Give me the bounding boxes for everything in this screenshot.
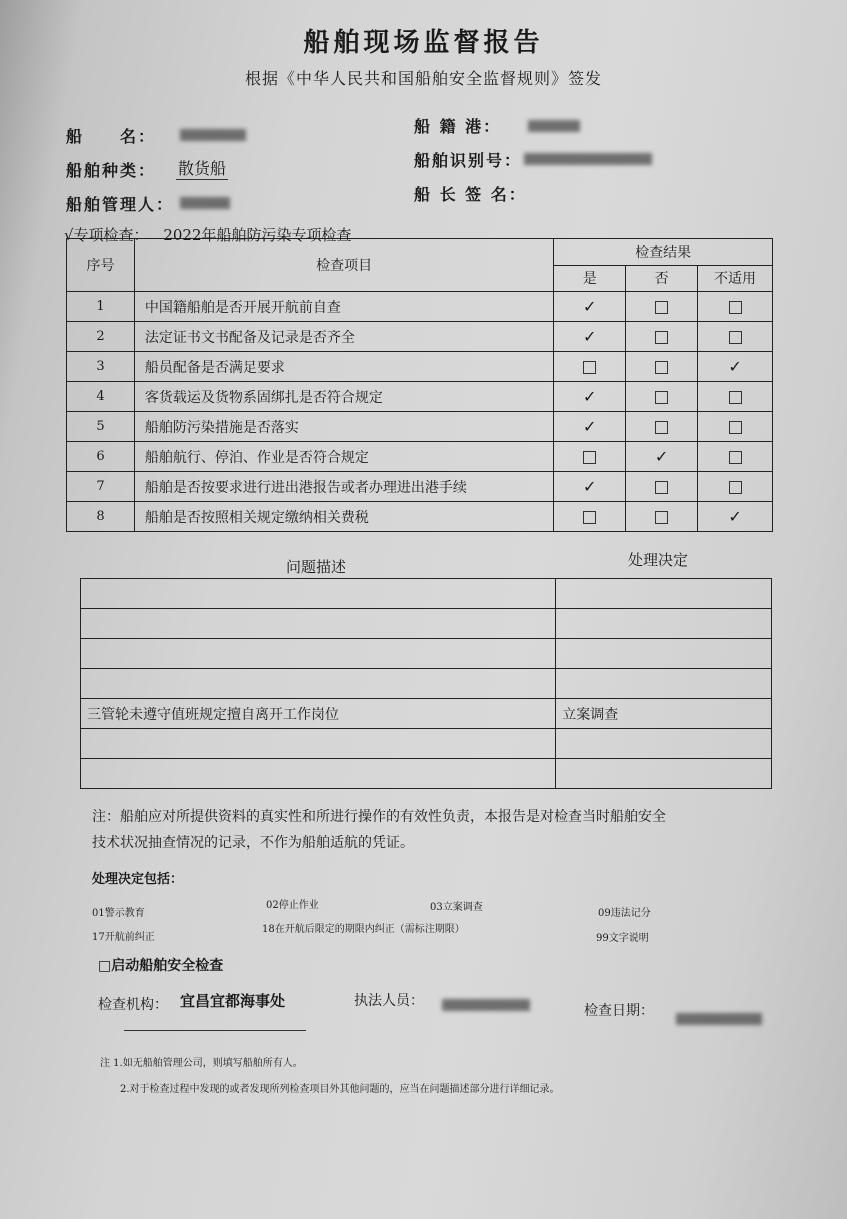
table-row — [67, 322, 773, 352]
result-no-cell — [626, 502, 698, 532]
empty-checkbox-icon — [655, 301, 668, 314]
result-no-cell — [626, 442, 698, 472]
ship-name-redacted — [180, 126, 246, 145]
date-label: 检查日期： — [584, 1003, 654, 1019]
result-yes-cell — [554, 412, 626, 442]
empty-checkbox-icon — [729, 421, 742, 434]
col-header-item: 检查项目 — [134, 239, 553, 292]
inspection-item: 船舶是否按要求进行进出港报告或者办理进出港手续 — [134, 472, 553, 502]
checkmark-icon: ✓ — [728, 507, 742, 526]
table-row — [67, 502, 773, 532]
table-row — [67, 472, 773, 502]
result-yes-cell — [554, 322, 626, 352]
decision-code-99: 99文字说明 — [596, 933, 649, 944]
decision-code-09: 09违法记分 — [598, 908, 651, 919]
empty-checkbox-icon — [583, 511, 596, 524]
inspection-item: 中国籍船舶是否开展开航前自查 — [134, 292, 553, 322]
empty-checkbox-icon — [729, 331, 742, 344]
col-header-no: 序号 — [67, 239, 135, 292]
decisions-heading: 处理决定包括： — [92, 872, 184, 887]
checkmark-icon: ✓ — [728, 357, 742, 376]
empty-checkbox-icon — [729, 301, 742, 314]
id-label: 船舶识别号： — [414, 151, 523, 170]
col-header-no-result: 否 — [626, 265, 698, 292]
row-number: 7 — [67, 472, 135, 502]
inspection-item: 船员配备是否满足要求 — [134, 352, 553, 382]
inspection-item: 法定证书文书配备及记录是否齐全 — [134, 322, 553, 352]
row-number: 2 — [67, 322, 135, 352]
footnote-1: 注 1.如无船舶管理公司，则填写船舶所有人。 — [100, 1058, 303, 1069]
decision-code-01: 01警示教育 — [92, 908, 145, 919]
empty-checkbox-icon — [583, 451, 596, 464]
officer-redacted — [442, 996, 530, 1015]
decision-code-02: 02停止作业 — [266, 900, 319, 911]
result-yes-cell — [554, 502, 626, 532]
checkmark-icon: ✓ — [583, 417, 597, 436]
col-header-yes: 是 — [554, 265, 626, 292]
col-header-result: 检查结果 — [554, 239, 773, 266]
inspection-item: 客货载运及货物系固绑扎是否符合规定 — [134, 382, 553, 412]
special-check-value: 2022年船舶防污染专项检查 — [163, 226, 352, 244]
manager-redacted — [180, 194, 230, 213]
table-row — [81, 699, 772, 729]
checkmark-icon: ✓ — [583, 327, 597, 346]
table-row — [81, 579, 772, 609]
result-no-cell — [626, 382, 698, 412]
empty-checkbox-icon — [655, 331, 668, 344]
empty-checkbox-icon — [655, 481, 668, 494]
inspection-item: 船舶是否按照相关规定缴纳相关费税 — [134, 502, 553, 532]
result-na-cell — [698, 442, 773, 472]
result-na-cell — [698, 502, 773, 532]
special-check-label: √专项检查： — [64, 226, 149, 244]
table-row — [81, 759, 772, 789]
result-no-cell — [626, 472, 698, 502]
note-line-2: 技术状况抽查情况的记录，不作为船舶适航的凭证。 — [92, 835, 414, 851]
empty-checkbox-icon — [729, 391, 742, 404]
result-yes-cell — [554, 442, 626, 472]
table-row — [81, 639, 772, 669]
result-na-cell — [698, 412, 773, 442]
empty-checkbox-icon — [655, 391, 668, 404]
org-label: 检查机构： — [98, 997, 168, 1013]
problem-table — [80, 578, 772, 789]
signature-line — [124, 1030, 306, 1031]
row-number: 4 — [67, 382, 135, 412]
empty-checkbox-icon — [729, 481, 742, 494]
result-no-cell — [626, 322, 698, 352]
problem-decision-cell: 立案调查 — [556, 699, 772, 729]
checkmark-icon: ✓ — [583, 297, 597, 316]
empty-checkbox-icon — [729, 451, 742, 464]
problem-desc-heading: 问题描述 — [286, 558, 347, 576]
officer-label: 执法人员： — [354, 993, 424, 1009]
table-row — [67, 352, 773, 382]
result-yes-cell — [554, 472, 626, 502]
decision-code-03: 03立案调查 — [430, 902, 483, 913]
result-na-cell — [698, 352, 773, 382]
ship-type-value: 散货船 — [176, 156, 228, 180]
result-yes-cell — [554, 352, 626, 382]
table-row — [67, 292, 773, 322]
checkmark-icon: ✓ — [654, 447, 669, 466]
empty-checkbox-icon — [655, 421, 668, 434]
result-yes-cell — [554, 292, 626, 322]
manager-label: 船舶管理人： — [66, 195, 175, 214]
checkmark-icon: ✓ — [583, 387, 597, 406]
table-row — [67, 442, 773, 472]
ship-type-label: 船舶种类： — [66, 161, 157, 180]
page-subtitle: 根据《中华人民共和国船舶安全监督规则》签发 — [244, 69, 602, 88]
inspection-item: 船舶航行、停泊、作业是否符合规定 — [134, 442, 553, 472]
table-row — [67, 382, 773, 412]
problem-desc-cell: 三管轮未遵守值班规定擅自离开工作岗位 — [81, 699, 556, 729]
captain-label: 船 长 签 名： — [414, 185, 527, 204]
col-header-na: 不适用 — [698, 265, 773, 292]
table-row — [67, 412, 773, 442]
result-no-cell — [626, 292, 698, 322]
empty-checkbox-icon — [583, 361, 596, 374]
row-number: 6 — [67, 442, 135, 472]
id-redacted — [524, 150, 652, 169]
checkmark-icon: ✓ — [583, 477, 597, 496]
inspection-item: 船舶防污染措施是否落实 — [134, 412, 553, 442]
row-number: 8 — [67, 502, 135, 532]
decision-code-18: 18在开航后限定的期限内纠正（需标注期限） — [262, 924, 465, 935]
result-na-cell — [698, 292, 773, 322]
footnote-2: 2.对于检查过程中发现的或者发现所列检查项目外其他问题的，应当在问题描述部分进行详细记录。 — [120, 1084, 560, 1095]
ship-name-label: 船 名： — [66, 127, 157, 146]
date-redacted — [676, 1010, 762, 1029]
row-number: 1 — [67, 292, 135, 322]
note-line-1: 注：船舶应对所提供资料的真实性和所进行操作的有效性负责，本报告是对检查当时船舶安全 — [92, 809, 666, 825]
empty-checkbox-icon — [655, 511, 668, 524]
disclaimer-note — [92, 806, 792, 852]
table-row — [81, 729, 772, 759]
page-title: 船舶现场监督报告 — [303, 28, 544, 58]
org-value: 宜昌宜都海事处 — [180, 992, 286, 1010]
table-row — [81, 609, 772, 639]
start-safety-check: □启动船舶安全检查 — [98, 958, 224, 974]
result-na-cell — [698, 322, 773, 352]
inspection-table — [66, 238, 773, 532]
row-number: 3 — [67, 352, 135, 382]
result-no-cell — [626, 412, 698, 442]
decision-heading: 处理决定 — [628, 551, 689, 569]
decision-code-17: 17开航前纠正 — [92, 932, 155, 943]
result-yes-cell — [554, 382, 626, 412]
result-no-cell — [626, 352, 698, 382]
table-row — [81, 669, 772, 699]
port-redacted — [528, 117, 580, 136]
result-na-cell — [698, 472, 773, 502]
result-na-cell — [698, 382, 773, 412]
row-number: 5 — [67, 412, 135, 442]
port-label: 船 籍 港： — [414, 117, 502, 136]
empty-checkbox-icon — [655, 361, 668, 374]
